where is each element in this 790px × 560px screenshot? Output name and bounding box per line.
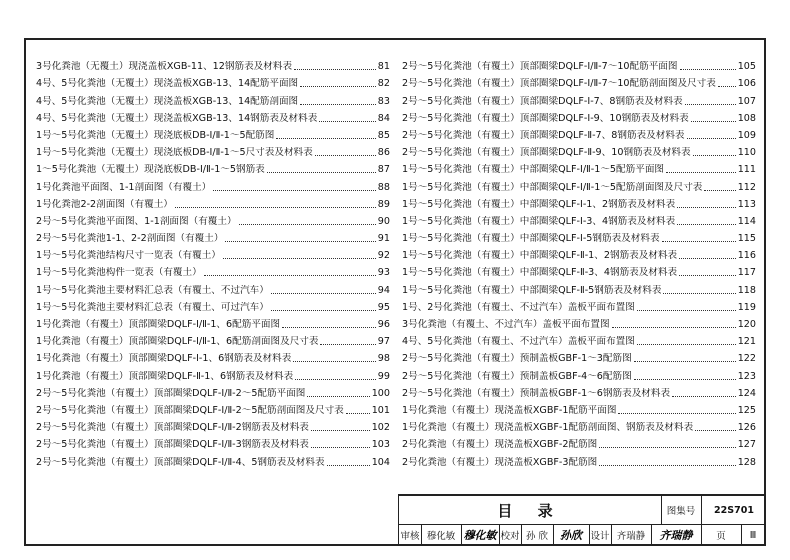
toc-entry-page: 109 xyxy=(737,129,756,141)
toc-leader-dots xyxy=(666,172,736,173)
toc-entry-page: 83 xyxy=(377,95,390,107)
toc-entry-title: 1号、2号化粪池（有覆土、不过汽车）盖板平面布置图 xyxy=(402,301,635,313)
toc-leader-dots xyxy=(691,121,736,122)
toc-entry xyxy=(402,279,756,296)
toc-entry-title: 1号～5号化粪池（有覆土）中部圈梁QLF-Ⅰ-5钢筋表及材料表 xyxy=(402,233,660,245)
design-label: 设计 xyxy=(589,524,612,546)
toc-entry xyxy=(402,90,756,107)
toc-entry xyxy=(402,365,756,382)
toc-leader-dots xyxy=(599,465,735,466)
toc-entry-title: 1号～5号化粪池（无覆土）现浇底板DB-Ⅰ/Ⅱ-1～5配筋图 xyxy=(36,129,275,141)
toc-entry xyxy=(36,228,390,245)
toc-leader-dots xyxy=(311,447,370,448)
toc-entry-page: 117 xyxy=(737,267,756,279)
toc-leader-dots xyxy=(718,86,736,87)
designer-signature: 齐瑞静 xyxy=(651,524,702,546)
toc-entry xyxy=(402,417,756,434)
toc-entry-page: 98 xyxy=(377,353,390,365)
toc-leader-dots xyxy=(704,190,735,191)
toc-entry-page: 90 xyxy=(377,215,390,227)
toc-entry-page: 120 xyxy=(737,319,756,330)
toc-entry-page: 113 xyxy=(737,198,756,210)
toc-leader-dots xyxy=(271,293,376,294)
toc-leader-dots xyxy=(634,361,736,362)
toc-entry-title: 1号～5号化粪池（有覆土）中部圈梁QLF-Ⅱ-1、2钢筋表及材料表 xyxy=(402,250,678,262)
toc-leader-dots xyxy=(327,465,370,466)
toc-entry xyxy=(36,451,390,468)
toc-entry-title: 4号、5号化粪池（无覆土）现浇盖板XGB-13、14配筋平面图 xyxy=(36,78,299,90)
toc-entry xyxy=(36,331,390,348)
toc-leader-dots xyxy=(637,310,736,311)
toc-entry-page: 115 xyxy=(737,233,756,245)
toc-entry xyxy=(36,348,390,365)
toc-leader-dots xyxy=(213,190,376,191)
reviewer-name: 穆化敏 xyxy=(421,524,462,546)
toc-entry xyxy=(402,125,756,142)
toc-entry-page: 89 xyxy=(377,198,390,210)
page-number: Ⅲ xyxy=(749,529,757,541)
toc-entry-title: 1号～5号化粪池（有覆土）中部圈梁QLF-Ⅱ-5钢筋表及材料表 xyxy=(402,284,662,296)
toc-entry xyxy=(36,73,390,90)
toc-entry xyxy=(402,228,756,245)
toc-leader-dots xyxy=(204,275,376,276)
toc-leader-dots xyxy=(685,104,736,105)
toc-entry-title: 1号～5号化粪池（有覆土）中部圈梁QLF-Ⅰ-1、2钢筋表及材料表 xyxy=(402,198,676,210)
toc-entry-title: 2号～5号化粪池平面图、1-1剖面图（有覆土） xyxy=(36,215,237,227)
toc-leader-dots xyxy=(319,121,375,122)
toc-leader-dots xyxy=(663,293,735,294)
toc-entry-title: 2号～5号化粪池（有覆土）顶部圈梁DQLF-Ⅰ/Ⅱ-2钢筋表及材料表 xyxy=(36,422,309,434)
toc-entry-title: 2号～5号化粪池（有覆土）预制盖板GBF-1～6钢筋表及材料表 xyxy=(402,387,671,399)
page-title: 目 录 xyxy=(399,496,662,524)
toc-entry-title: 2号～5号化粪池（有覆土）顶部圈梁DQLF-Ⅰ/Ⅱ-2～5配筋剖面图及尺寸表 xyxy=(36,404,344,416)
toc-entry-page: 111 xyxy=(737,164,756,176)
toc-leader-dots xyxy=(267,172,376,173)
toc-entry-title: 2号～5号化粪池（有覆土）预制盖板GBF-4～6配筋图 xyxy=(402,370,632,382)
toc-entry-title: 3号化粪池（有覆土、不过汽车）盖板平面布置图 xyxy=(402,319,610,330)
toc-leader-dots xyxy=(239,224,376,225)
toc-entry xyxy=(36,211,390,228)
toc-entry-page: 84 xyxy=(377,112,390,124)
toc-entry-title: 2号～5号化粪池（有覆土）顶部圈梁DQLF-Ⅱ-7、8钢筋表及材料表 xyxy=(402,129,685,141)
toc-entry-title: 4号、5号化粪池（无覆土）现浇盖板XGB-13、14配筋剖面图 xyxy=(36,95,299,107)
toc-leader-dots xyxy=(680,69,736,70)
toc-entry xyxy=(402,451,756,468)
toc-entry-page: 116 xyxy=(737,250,756,262)
toc-entry-page: 112 xyxy=(737,181,756,193)
toc-entry xyxy=(36,279,390,296)
toc-entry-title: 1号化粪池（有覆土）顶部圈梁DQLF-Ⅰ-1、6钢筋表及材料表 xyxy=(36,353,292,365)
toc-entry-page: 108 xyxy=(737,112,756,124)
toc-entry xyxy=(402,142,756,159)
toc-entry-title: 2号～5号化粪池（有覆土）顶部圈梁DQLF-Ⅰ/Ⅱ-2～5配筋平面图 xyxy=(36,387,306,399)
toc-entry-page: 85 xyxy=(377,129,390,141)
toc-entry-title: 1号～5号化粪池（有覆土）中部圈梁QLF-Ⅰ/Ⅱ-1～5配筋平面图 xyxy=(402,164,665,176)
toc-entry-page: 82 xyxy=(377,78,390,90)
toc-entry xyxy=(402,331,756,348)
toc-entry-page: 81 xyxy=(377,61,390,73)
toc-entry xyxy=(36,142,390,159)
toc-leader-dots xyxy=(282,327,376,328)
toc-entry-title: 2号～5号化粪池（有覆土）顶部圈梁DQLF-Ⅰ/Ⅱ-7～10配筋平面图 xyxy=(402,61,678,73)
toc-leader-dots xyxy=(295,379,376,380)
toc-entry-title: 4号、5号化粪池（无覆土）现浇盖板XGB-13、14钢筋表及材料表 xyxy=(36,112,318,124)
toc-leader-dots xyxy=(662,241,736,242)
toc-entry-title: 1号～5号化粪池结构尺寸一览表（有覆土） xyxy=(36,250,221,262)
atlas-number: 22S701 xyxy=(714,504,754,516)
toc-entry xyxy=(36,297,390,314)
toc-leader-dots xyxy=(223,258,376,259)
toc-entry-title: 1号～5号化粪池（有覆土）中部圈梁QLF-Ⅰ/Ⅱ-1～5配筋剖面图及尺寸表 xyxy=(402,181,703,193)
toc-entry xyxy=(36,400,390,417)
toc-entry-page: 110 xyxy=(737,147,756,159)
toc-leader-dots xyxy=(300,104,376,105)
toc-entry xyxy=(36,56,390,73)
page-label: 页 xyxy=(701,524,742,546)
toc-entry-title: 2号化粪池（有覆土）现浇盖板XGBF-3配筋图 xyxy=(402,456,598,468)
toc-entry-title: 2号～5号化粪池（有覆土）顶部圈梁DQLF-Ⅰ-9、10钢筋表及材料表 xyxy=(402,112,689,124)
toc-leader-dots xyxy=(271,310,376,311)
toc-entry xyxy=(36,314,390,331)
toc-entry xyxy=(402,73,756,90)
toc-entry xyxy=(402,108,756,125)
toc-entry-title: 1号～5号化粪池（无覆土）现浇底板DB-Ⅰ/Ⅱ-1～5尺寸表及材料表 xyxy=(36,147,313,159)
toc-entry-page: 91 xyxy=(377,233,390,245)
toc-entry-title: 1号化粪池（有覆土）顶部圈梁DQLF-Ⅰ/Ⅱ-1、6配筋平面图 xyxy=(36,319,281,330)
toc-entry xyxy=(36,417,390,434)
toc-entry-title: 2号～5号化粪池（有覆土）顶部圈梁DQLF-Ⅰ/Ⅱ-7～10配筋剖面图及尺寸表 xyxy=(402,78,716,90)
toc-entry xyxy=(36,383,390,400)
toc-entry xyxy=(402,262,756,279)
toc-entry xyxy=(36,125,390,142)
toc-entry-page: 94 xyxy=(377,284,390,296)
toc-leader-dots xyxy=(311,430,370,431)
toc-entry-page: 124 xyxy=(737,387,756,399)
toc-entry-title: 1号～5号化粪池（有覆土）中部圈梁QLF-Ⅱ-3、4钢筋表及材料表 xyxy=(402,267,678,279)
toc-entry-page: 96 xyxy=(377,319,390,330)
toc-leader-dots xyxy=(599,447,735,448)
toc-entry-title: 1号～5号化粪池主要材料汇总表（有覆土、可过汽车） xyxy=(36,301,269,313)
toc-entry xyxy=(402,159,756,176)
toc-entry-page: 121 xyxy=(737,336,756,348)
toc-leader-dots xyxy=(637,344,736,345)
toc-entry-title: 3号化粪池（无覆土）现浇盖板XGB-11、12钢筋表及材料表 xyxy=(36,61,293,73)
toc-leader-dots xyxy=(294,69,376,70)
toc-entry xyxy=(402,400,756,417)
toc-entry-title: 1号化粪池（有覆土）现浇盖板XGBF-1配筋平面图 xyxy=(402,404,617,416)
toc-entry-page: 122 xyxy=(737,353,756,365)
toc-entry-title: 1号化粪池平面图、1-1剖面图（有覆土） xyxy=(36,181,212,193)
toc-leader-dots xyxy=(618,413,735,414)
toc-entry-page: 104 xyxy=(371,456,390,468)
toc-entry-title: 1号化粪池2-2剖面图（有覆土） xyxy=(36,198,173,210)
toc-entry-page: 95 xyxy=(377,301,390,313)
toc-leader-dots xyxy=(687,138,736,139)
toc-entry-page: 128 xyxy=(737,456,756,468)
toc-entry xyxy=(402,383,756,400)
toc-entry-page: 114 xyxy=(737,215,756,227)
toc-entry-page: 99 xyxy=(377,370,390,382)
toc-leader-dots xyxy=(293,361,375,362)
toc-entry xyxy=(36,262,390,279)
toc-entry xyxy=(402,348,756,365)
toc-entry-title: 2号～5号化粪池（有覆土）预制盖板GBF-1～3配筋图 xyxy=(402,353,632,365)
toc-entry-title: 1号化粪池（有覆土）现浇盖板XGBF-1配筋剖面图、钢筋表及材料表 xyxy=(402,422,694,434)
toc-entry-page: 101 xyxy=(371,404,390,416)
toc-entry xyxy=(36,176,390,193)
toc-leader-dots xyxy=(634,379,736,380)
toc-entry xyxy=(36,90,390,107)
toc-leader-dots xyxy=(679,275,736,276)
toc-leader-dots xyxy=(672,396,736,397)
toc-leader-dots xyxy=(695,430,735,431)
review-label: 审核 xyxy=(399,524,422,546)
toc-entry-page: 127 xyxy=(737,439,756,451)
toc-entry-title: 1号化粪池（有覆土）顶部圈梁DQLF-Ⅰ/Ⅱ-1、6配筋剖面图及尺寸表 xyxy=(36,336,319,348)
toc-entry-page: 119 xyxy=(737,301,756,313)
toc-entry-title: 1号～5号化粪池（有覆土）中部圈梁QLF-Ⅰ-3、4钢筋表及材料表 xyxy=(402,215,676,227)
toc-leader-dots xyxy=(276,138,375,139)
toc-leader-dots xyxy=(225,241,375,242)
toc-entry xyxy=(36,245,390,262)
title-block xyxy=(398,494,766,546)
toc-entry xyxy=(402,211,756,228)
checker-signature: 孙欣 xyxy=(553,524,590,546)
toc-entry-title: 1号化粪池（有覆土）顶部圈梁DQLF-Ⅱ-1、6钢筋表及材料表 xyxy=(36,370,294,382)
toc-leader-dots xyxy=(175,207,376,208)
toc-leader-dots xyxy=(320,344,375,345)
toc-entry xyxy=(36,365,390,382)
check-label: 校对 xyxy=(499,524,522,546)
toc-entry-page: 107 xyxy=(737,95,756,107)
toc-entry-title: 2号化粪池（有覆土）现浇盖板XGBF-2配筋图 xyxy=(402,439,598,451)
toc-entry xyxy=(36,434,390,451)
toc-entry xyxy=(402,176,756,193)
toc-entry-page: 125 xyxy=(737,404,756,416)
toc-entry-page: 106 xyxy=(737,78,756,90)
toc-entry xyxy=(36,159,390,176)
checker-name: 孙 欣 xyxy=(521,524,554,546)
toc-entry xyxy=(402,297,756,314)
toc-entry-page: 105 xyxy=(737,61,756,73)
toc-leader-dots xyxy=(612,327,736,328)
toc-entry-title: 2号～5号化粪池（有覆土）顶部圈梁DQLF-Ⅰ/Ⅱ-4、5钢筋表及材料表 xyxy=(36,456,325,468)
toc-entry-title: 2号～5号化粪池（有覆土）顶部圈梁DQLF-Ⅱ-9、10钢筋表及材料表 xyxy=(402,147,691,159)
toc-entry-page: 88 xyxy=(377,181,390,193)
toc-entry xyxy=(36,194,390,211)
toc-entry-page: 97 xyxy=(377,336,390,348)
toc-entry xyxy=(402,245,756,262)
toc-left-column xyxy=(36,56,390,469)
toc-entry-page: 92 xyxy=(377,250,390,262)
toc-entry-page: 87 xyxy=(377,164,390,176)
toc-entry xyxy=(402,56,756,73)
toc-entry xyxy=(402,314,756,331)
toc-entry xyxy=(402,434,756,451)
atlas-number-label: 图集号 xyxy=(661,496,702,524)
toc-entry xyxy=(402,194,756,211)
designer-name: 齐瑞静 xyxy=(611,524,652,546)
toc-entry-page: 100 xyxy=(371,387,390,399)
toc-leader-dots xyxy=(346,413,370,414)
reviewer-signature: 穆化敏 xyxy=(461,524,500,546)
toc-entry-title: 1号～5号化粪池主要材料汇总表（有覆土、不过汽车） xyxy=(36,284,269,296)
toc-leader-dots xyxy=(677,207,735,208)
toc-entry-title: 2号～5号化粪池（有覆土）顶部圈梁DQLF-Ⅰ/Ⅱ-3钢筋表及材料表 xyxy=(36,439,309,451)
toc-entry-page: 103 xyxy=(371,439,390,451)
toc-entry-page: 126 xyxy=(737,422,756,434)
toc-entry-title: 1号～5号化粪池构件一览表（有覆土） xyxy=(36,267,202,279)
toc-leader-dots xyxy=(693,155,736,156)
toc-entry-title: 2号～5号化粪池（有覆土）顶部圈梁DQLF-Ⅰ-7、8钢筋表及材料表 xyxy=(402,95,683,107)
toc-entry-title: 2号～5号化粪池1-1、2-2剖面图（有覆土） xyxy=(36,233,224,245)
toc-entry-page: 118 xyxy=(737,284,756,296)
toc-entry-page: 93 xyxy=(377,267,390,279)
toc-leader-dots xyxy=(679,258,736,259)
toc-entry-title: 1～5号化粪池（无覆土）现浇底板DB-Ⅰ/Ⅱ-1～5钢筋表 xyxy=(36,164,265,176)
toc-right-column xyxy=(402,56,756,469)
toc-leader-dots xyxy=(300,86,376,87)
toc-entry-page: 123 xyxy=(737,370,756,382)
toc-leader-dots xyxy=(307,396,369,397)
title-block-top-row xyxy=(399,496,766,525)
toc-entry-title: 4号、5号化粪池（有覆土、不过汽车）盖板平面布置图 xyxy=(402,336,635,348)
toc-entry xyxy=(36,108,390,125)
toc-entry-page: 86 xyxy=(377,147,390,159)
toc-leader-dots xyxy=(315,155,376,156)
toc-leader-dots xyxy=(677,224,735,225)
toc-entry-page: 102 xyxy=(371,422,390,434)
